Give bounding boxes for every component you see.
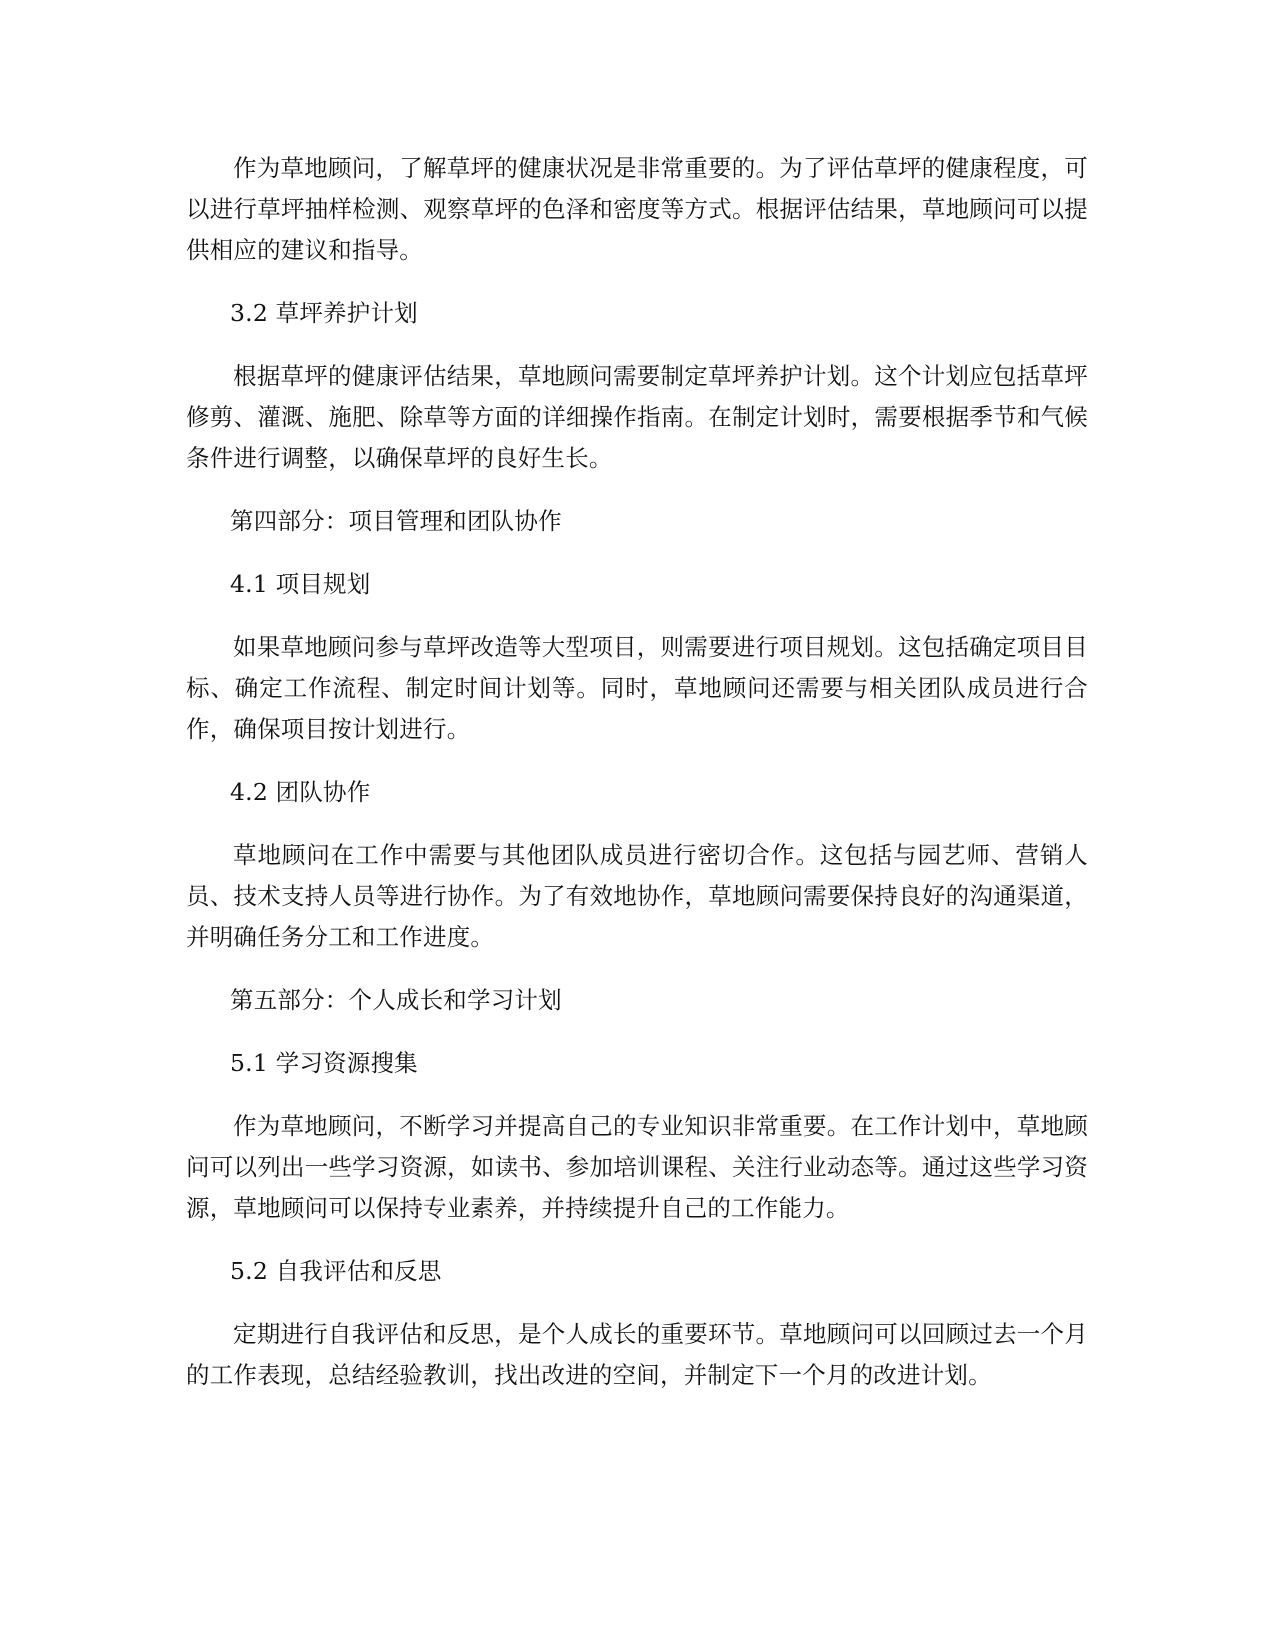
paragraph-lawn-care-plan: 根据草坪的健康评估结果，草地顾问需要制定草坪养护计划。这个计划应包括草坪修剪、灌溉、施肥、除草等方面的详细操作指南。在制定计划时，需要根据季节和气候条件进行调整，以确保草坪的良好生长。 <box>186 362 1088 472</box>
paragraph-lawn-health-assessment: 作为草地顾问，了解草坪的健康状况是非常重要的。为了评估草坪的健康程度，可以进行草坪抽样检测、观察草坪的色泽和密度等方式。根据评估结果，草地顾问可以提供相应的建议和指导。 <box>186 154 1088 264</box>
heading-part-four: 第四部分：项目管理和团队协作 <box>230 507 562 535</box>
paragraph-team-collaboration: 草地顾问在工作中需要与其他团队成员进行密切合作。这包括与园艺师、营销人员、技术支持人员等进行协作。为了有效地协作，草地顾问需要保持良好的沟通渠道，并明确任务分工和工作进度。 <box>186 841 1088 951</box>
heading-3-2-lawn-care-plan: 3.2 草坪养护计划 <box>230 299 418 327</box>
document-body <box>186 148 1088 1396</box>
paragraph-learning-resources: 作为草地顾问，不断学习并提高自己的专业知识非常重要。在工作计划中，草地顾问可以列出一些学习资源，如读书、参加培训课程、关注行业动态等。通过这些学习资源，草地顾问可以保持专业素养，并持续提升自己的工作能力。 <box>186 1112 1088 1222</box>
paragraph-project-planning: 如果草地顾问参与草坪改造等大型项目，则需要进行项目规划。这包括确定项目目标、确定工作流程、制定时间计划等。同时，草地顾问还需要与相关团队成员进行合作，确保项目按计划进行。 <box>186 633 1088 743</box>
heading-part-five: 第五部分：个人成长和学习计划 <box>230 986 562 1014</box>
heading-5-2-self-assessment: 5.2 自我评估和反思 <box>230 1257 442 1285</box>
paragraph-self-assessment: 定期进行自我评估和反思，是个人成长的重要环节。草地顾问可以回顾过去一个月的工作表现，总结经验教训，找出改进的空间，并制定下一个月的改进计划。 <box>186 1320 1088 1389</box>
heading-4-1-project-planning: 4.1 项目规划 <box>230 570 371 598</box>
heading-5-1-learning-resources: 5.1 学习资源搜集 <box>230 1049 418 1077</box>
heading-4-2-team-collaboration: 4.2 团队协作 <box>230 778 371 806</box>
